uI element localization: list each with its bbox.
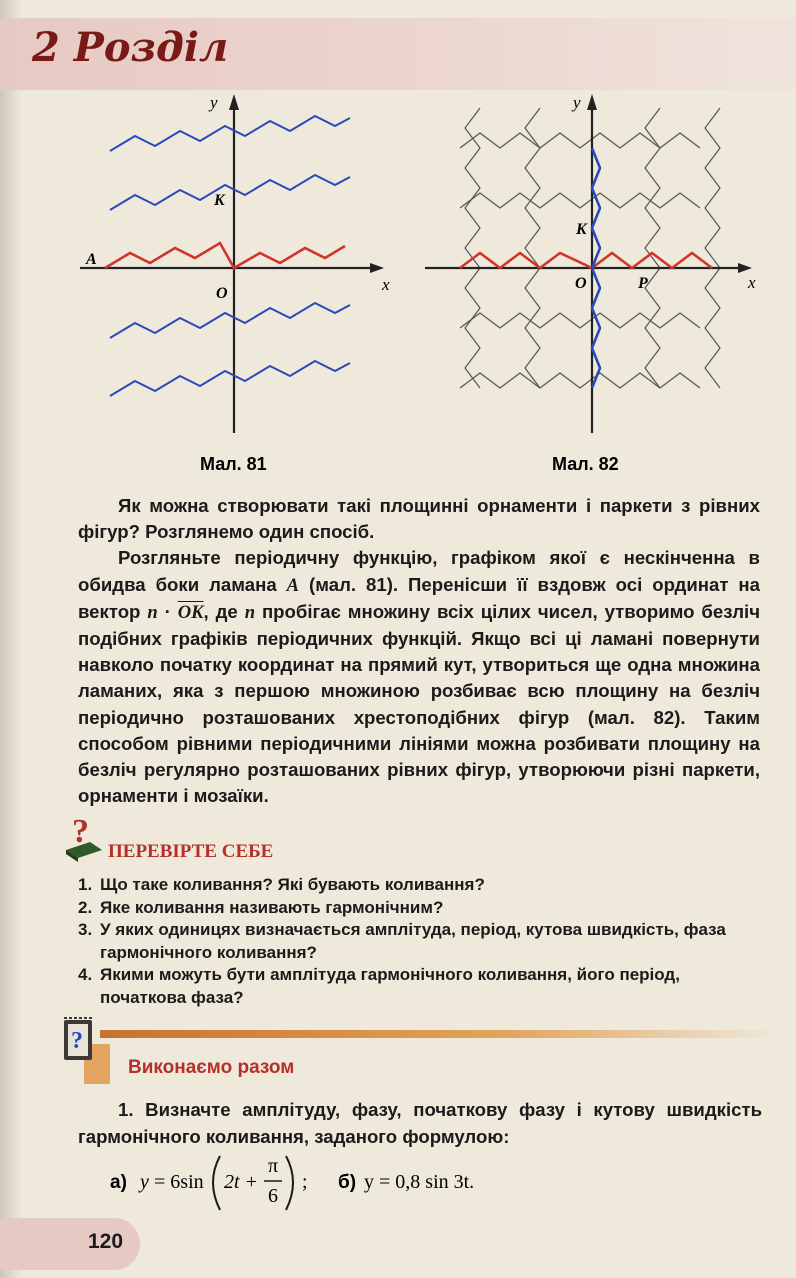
task-1-text: 1. Визначте амплітуду, фазу, початкову фазу і кутову швидкість гармонічного коливання, заданого формулою: xyxy=(78,1099,762,1147)
page-number: 120 xyxy=(88,1230,124,1253)
para2-part-a: Розгляньте періодичну функцію, графіком якої є нескінченна в обидва боки ламана xyxy=(78,547,760,595)
fig82-y-arrow xyxy=(587,94,597,110)
formula-a-y: y xyxy=(140,1171,149,1193)
fig81-x-label: x xyxy=(382,275,390,294)
formula-b-label: б) xyxy=(338,1172,357,1193)
paragraph-1: Як можна створювати такі площинні орнаменти і паркети з рівних фігур? Розглянемо один спосіб. xyxy=(78,495,760,543)
svg-text:?: ? xyxy=(72,813,89,850)
vector-ok: $\overline{OK}$ xyxy=(177,601,204,623)
question-text: Яке коливання називають гармонічним? xyxy=(100,897,444,917)
fig82-k-label: K xyxy=(576,221,587,238)
notebook-icon xyxy=(60,1014,100,1066)
dot-operator: · xyxy=(157,600,178,622)
question-item xyxy=(78,964,768,1009)
fig81-caption: Мал. 81 xyxy=(200,454,267,474)
questions-list xyxy=(78,874,768,1010)
question-number: 1. xyxy=(78,875,93,894)
formula-a-pi: π xyxy=(268,1155,279,1177)
check-yourself-title: ПЕРЕВІРТЕ СЕБЕ xyxy=(108,841,274,862)
paren-left xyxy=(213,1156,220,1210)
para2-part-c: , де xyxy=(203,600,245,622)
fig82-x-arrow xyxy=(738,263,752,273)
fig81-blue-line-1 xyxy=(110,116,350,151)
fig82-x-label: x xyxy=(748,273,756,292)
fig81-red-line xyxy=(105,243,345,268)
formula-a-den: 6 xyxy=(268,1185,278,1207)
paragraph-2 xyxy=(78,545,760,809)
fig81-a-label: A xyxy=(86,251,97,268)
body-text xyxy=(78,493,760,809)
formula-a-label: а) xyxy=(110,1172,127,1193)
fig81-blue-line-4 xyxy=(110,361,350,396)
fig81-blue-line-3 xyxy=(110,303,350,338)
fig81-blue-line-2 xyxy=(110,175,350,210)
question-mark-icon xyxy=(60,812,104,864)
question-text: Що таке коливання? Які бувають коливання? xyxy=(100,875,485,894)
fig82-o-label: O xyxy=(575,275,587,292)
fig82-caption: Мал. 82 xyxy=(552,454,619,474)
question-item xyxy=(78,897,768,920)
question-item xyxy=(78,919,768,964)
fig81-y-label: y xyxy=(210,93,218,112)
together-title: Виконаємо разом xyxy=(128,1057,295,1078)
para2-part-b: (мал. 81). Перенісши її вздовж осі ординат на вектор xyxy=(78,573,760,622)
page-left-edge xyxy=(0,0,22,1278)
section-title: 2 Розділ xyxy=(32,24,229,71)
question-text: Якими можуть бути амплітуда гармонічного коливання, його період, початкова фаза? xyxy=(100,965,680,1007)
var-n-2: n xyxy=(244,601,256,623)
formula-a-inner: 2t + xyxy=(224,1171,259,1193)
fig82-p-label: P xyxy=(638,275,648,292)
figure-81 xyxy=(80,93,390,474)
formula-b: y = 0,8 sin 3t. xyxy=(364,1171,475,1193)
formula-a-eq: = 6sin xyxy=(154,1171,204,1193)
fig82-grid-lines xyxy=(460,108,720,388)
question-number: 3. xyxy=(78,920,93,940)
formulas xyxy=(110,1148,710,1216)
fig81-k-label: K xyxy=(214,192,225,209)
figure-82 xyxy=(425,93,756,474)
var-a: A xyxy=(286,574,300,596)
formula-a-end: ; xyxy=(302,1171,308,1193)
paren-right xyxy=(286,1156,293,1210)
figures-area xyxy=(60,88,780,488)
question-item xyxy=(78,874,768,897)
question-number: 4. xyxy=(78,965,93,985)
var-n: n xyxy=(147,601,158,623)
question-number: 2. xyxy=(78,897,93,917)
svg-text:?: ? xyxy=(71,1028,83,1054)
question-text: У яких одиницях визначається амплітуда, період, кутова швидкість, фаза гармонічного коливання? xyxy=(100,920,726,962)
para2-part-d: пробігає множину всіх цілих чисел, утворимо безліч подібних графіків періодичних функцій. Якщо всі ці ламані повернути навколо початку координат на прямий кут, утвориться ще одна множина ламаних, яка з першою множиною розбиває всю площину на безліч періодично розташованих хрестоподібних фігур (мал. 82). Таким способом рівними періодичними лініями можна розбивати площину на безліч регулярно розташованих рівних фігур, утворюючи різні паркети, орнаменти і мозаїки. xyxy=(78,600,760,807)
fig81-y-arrow xyxy=(229,94,239,110)
fig81-o-label: O xyxy=(216,285,228,302)
fig81-x-arrow xyxy=(370,263,384,273)
task-band xyxy=(100,1030,780,1038)
fig82-red-line xyxy=(460,253,712,268)
fig82-y-label: y xyxy=(573,93,581,112)
